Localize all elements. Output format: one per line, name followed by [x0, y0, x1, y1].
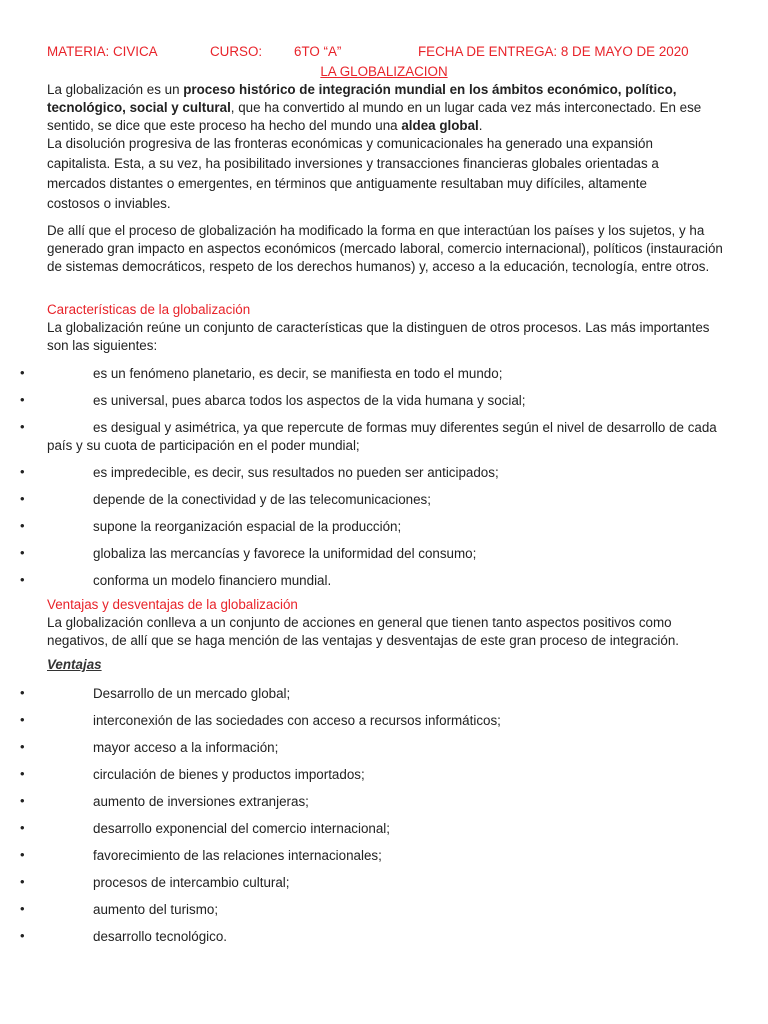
advantages-disadvantages-heading: Ventajas y desventajas de la globalización	[47, 597, 298, 612]
list-item-text: aumento de inversiones extranjeras;	[93, 794, 309, 809]
bullet-icon: •	[20, 464, 25, 479]
characteristics-list	[0, 365, 768, 599]
list-item	[0, 545, 768, 572]
intro-text: , que ha convertido al mundo en un lugar cada vez más interconectado. En ese sentido, se dice que este proceso ha hecho del mundo una	[47, 100, 702, 133]
subject-label: MATERIA: CIVICA	[47, 44, 158, 59]
list-item-text: procesos de intercambio cultural;	[93, 875, 290, 890]
document-header	[47, 44, 748, 62]
characteristics-intro-text: La globalización reúne un conjunto de características que la distinguen de otros procesos. Las más importantes son las siguientes:	[47, 320, 710, 353]
list-item-text: favorecimiento de las relaciones internacionales;	[93, 848, 382, 863]
list-item	[0, 766, 768, 793]
list-item	[0, 928, 768, 955]
bullet-icon: •	[20, 874, 25, 889]
advantages-heading: Ventajas	[47, 657, 102, 672]
list-item-text: mayor acceso a la información;	[93, 740, 279, 755]
advantages-list	[0, 685, 768, 955]
advantages-disadvantages-intro	[47, 614, 727, 650]
bullet-icon: •	[20, 712, 25, 727]
intro-text: La globalización es un	[47, 82, 184, 97]
list-item	[0, 901, 768, 928]
bullet-icon: •	[20, 901, 25, 916]
bullet-icon: •	[20, 820, 25, 835]
list-item-text: es universal, pues abarca todos los aspectos de la vida humana y social;	[93, 393, 526, 408]
intro-paragraph-3	[47, 222, 727, 276]
list-item-text: es un fenómeno planetario, es decir, se manifiesta en todo el mundo;	[93, 366, 503, 381]
grade-label: 6TO “A”	[294, 44, 342, 59]
bullet-icon: •	[20, 518, 25, 533]
intro-text: .	[478, 118, 483, 133]
list-item-text: circulación de bienes y productos importados;	[93, 767, 365, 782]
list-item	[0, 739, 768, 766]
list-item	[0, 793, 768, 820]
list-item	[0, 464, 768, 491]
list-item-text: conforma un modelo financiero mundial.	[93, 573, 332, 588]
list-item-text: Desarrollo de un mercado global;	[93, 686, 291, 701]
intro-paragraph-2	[47, 134, 727, 214]
list-item-text: desarrollo exponencial del comercio internacional;	[93, 821, 390, 836]
list-item-text: globaliza las mercancías y favorece la uniformidad del consumo;	[93, 546, 477, 561]
characteristics-heading: Características de la globalización	[47, 302, 251, 317]
list-item	[0, 874, 768, 901]
due-date-label: FECHA DE ENTREGA: 8 DE MAYO DE 2020	[418, 44, 689, 59]
bullet-icon: •	[20, 491, 25, 506]
aldea-global-term: aldea global	[401, 118, 479, 133]
intro-bold-text: proceso histórico de integración mundial en los ámbitos económico, político, tecnológico, social y cultural	[47, 82, 677, 115]
intro-line: costosos o inviables.	[47, 196, 171, 211]
bullet-icon: •	[20, 793, 25, 808]
advantages-intro-text: La globalización conlleva a un conjunto de acciones en general que tienen tanto aspectos positivos como negativos, de allí que se haga mención de las ventajas y desventajas de este gran proceso de integración.	[47, 615, 680, 648]
bullet-icon: •	[20, 545, 25, 560]
list-item	[0, 518, 768, 545]
list-item	[0, 392, 768, 419]
characteristics-intro	[47, 319, 727, 355]
list-item-text: aumento del turismo;	[93, 902, 219, 917]
bullet-icon: •	[20, 766, 25, 781]
bullet-icon: •	[20, 685, 25, 700]
intro-line: La disolución progresiva de las fronteras económicas y comunicacionales ha generado una expansión	[47, 136, 653, 151]
list-item-text: desarrollo tecnológico.	[93, 929, 227, 944]
page-title: LA GLOBALIZACION	[320, 64, 448, 79]
list-item	[0, 847, 768, 874]
bullet-icon: •	[20, 928, 25, 943]
list-item	[0, 820, 768, 847]
course-label: CURSO:	[210, 44, 263, 59]
intro-paragraph-1	[47, 81, 727, 135]
bullet-icon: •	[20, 365, 25, 380]
list-item	[0, 572, 768, 599]
bullet-icon: •	[20, 847, 25, 862]
intro-line: mercados distantes o emergentes, en términos que antiguamente resultaban muy difíciles, altamente	[47, 176, 647, 191]
list-item-text: supone la reorganización espacial de la producción;	[93, 519, 402, 534]
bullet-icon: •	[20, 419, 25, 434]
list-item	[0, 685, 768, 712]
bullet-icon: •	[20, 572, 25, 587]
intro-line: capitalista. Esta, a su vez, ha posibilitado inversiones y transacciones financieras globales orientadas a	[47, 156, 659, 171]
intro-text: De allí que el proceso de globalización ha modificado la forma en que interactúan los países y los sujetos, y ha generado gran impacto en aspectos económicos (mercado laboral, comercio internacional), políticos (instauración de sistemas democráticos, respeto de los derechos humanos) y, acceso a la educación, tecnología, entre otros.	[47, 223, 723, 274]
bullet-icon: •	[20, 739, 25, 754]
list-item	[0, 712, 768, 739]
bullet-icon: •	[20, 392, 25, 407]
list-item-text: es desigual y asimétrica, ya que repercute de formas muy diferentes según el nivel de desarrollo de cada país y su cuota de participación en el poder mundial;	[47, 420, 717, 453]
list-item-text: depende de la conectividad y de las telecomunicaciones;	[93, 492, 431, 507]
list-item	[0, 365, 768, 392]
list-item	[0, 491, 768, 518]
list-item-text: es impredecible, es decir, sus resultados no pueden ser anticipados;	[93, 465, 499, 480]
list-item	[0, 419, 768, 464]
list-item-text: interconexión de las sociedades con acceso a recursos informáticos;	[93, 713, 501, 728]
